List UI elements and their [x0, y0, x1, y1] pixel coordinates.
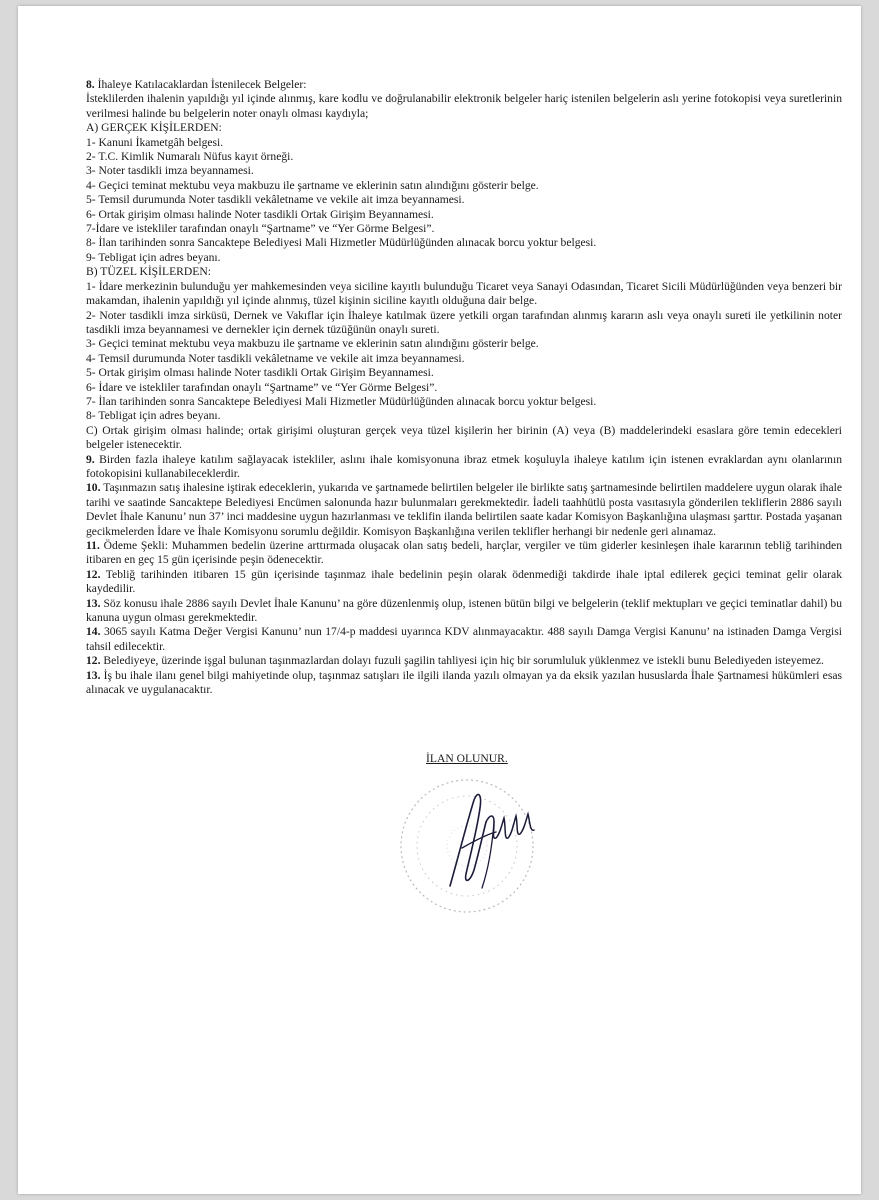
- document-paragraph: [86, 409, 842, 423]
- document-paragraph: [86, 136, 842, 150]
- document-paragraph: [86, 597, 842, 626]
- document-paragraph: [86, 337, 842, 351]
- paragraph-text: 4- Geçici teminat mektubu veya makbuzu ile şartname ve eklerinin satın alındığını gösterir belge.: [86, 178, 539, 192]
- paragraph-text: 4- Temsil durumunda Noter tasdikli vekâletname ve vekile ait imza beyannamesi.: [86, 351, 465, 365]
- paragraph-text: 5- Temsil durumunda Noter tasdikli vekâletname ve vekile ait imza beyannamesi.: [86, 193, 465, 207]
- paragraph-text: 8- Tebligat için adres beyanı.: [86, 409, 221, 423]
- paragraph-text: İş bu ihale ilanı genel bilgi mahiyetinde olup, taşınmaz satışları ile ilgili ilanda yazılı olmayan ya da eksik yazılan hususlarda İhale Şartnamesi hükümleri esas alınacak ve uygulanacaktır.: [86, 668, 842, 697]
- document-paragraph: [86, 251, 842, 265]
- document-paragraph: [86, 309, 842, 338]
- paragraph-text: 7-İdare ve istekliler tarafından onaylı “Şartname” ve “Yer Görme Belgesi”.: [86, 222, 435, 236]
- document-paragraph: [86, 424, 842, 453]
- document-paragraph: [86, 395, 842, 409]
- document-paragraph: [86, 121, 842, 135]
- item-number: 9.: [86, 452, 95, 466]
- document-paragraph: [86, 208, 842, 222]
- document-paragraph: [86, 193, 842, 207]
- item-number: 12.: [86, 654, 101, 668]
- document-paragraph: [86, 150, 842, 164]
- document-paragraph: [86, 236, 842, 250]
- item-number: 13.: [86, 668, 101, 682]
- paragraph-text: 3- Noter tasdikli imza beyannamesi.: [86, 164, 254, 178]
- document-paragraph: [86, 481, 842, 539]
- document-paragraph: [86, 222, 842, 236]
- paragraph-text: 3065 sayılı Katma Değer Vergisi Kanunu’ nun 17/4-p maddesi uyarınca KDV alınmayacaktır. 488 sayılı Damga Vergisi Kanunu’ na istinaden Damga Vergisi tahsil edilecektir.: [86, 625, 842, 653]
- paragraph-text: A) GERÇEK KİŞİLERDEN:: [86, 121, 222, 135]
- document-paragraph: [86, 381, 842, 395]
- item-number: 12.: [86, 567, 101, 581]
- paragraph-text: Taşınmazın satış ihalesine iştirak edeceklerin, yukarıda ve şartnamede belirtilen belgeler ile birlikte satış şartnamesinde belirtilen maddelere uygun olarak ihale tarihi ve saatinde Sancaktepe Belediyesi Encümen salonunda hazır bulunmaları gerekmektedir. İadeli taahhütlü posta vasıtasıyla gönderilen tekliflerin 2886 sayılı Devlet İhale Kanunu’ nun 37’ inci maddesine uygun hazırlanması ve teklifin ilanda belirtilen saate kadar Komisyon Başkanlığına ulaşması şarttır. Postada yaşanan gecikmelerden İdare ve İhale Komisyonu sorumlu değildir. Komisyon Başkanlığına verilen teklifler herhangi bir nedenle geri alınamaz.: [86, 481, 842, 538]
- item-number: 11.: [86, 539, 100, 552]
- paragraph-text: 3- Geçici teminat mektubu veya makbuzu ile şartname ve eklerinin satın alındığını gösterir belge.: [86, 337, 539, 351]
- paragraph-text: İhaleye Katılacaklardan İstenilecek Belgeler:: [94, 78, 307, 91]
- paragraph-text: 1- İdare merkezinin bulunduğu yer mahkemesinden veya siciline kayıtlı bulunduğu Ticaret veya Sanayi Odasından, Ticaret Sicili Müdürlüğünden veya benzeri bir makamdan, ihalenin yapıldığı yıl içinde alınmış, tüzel kişinin siciline kayıtlı olduğuna dair belge.: [86, 279, 842, 308]
- paragraph-text: 8- İlan tarihinden sonra Sancaktepe Belediyesi Mali Hizmetler Müdürlüğünden alınacak borcu yoktur belgesi.: [86, 236, 597, 250]
- item-number: 8.: [86, 78, 95, 91]
- document-paragraph: [86, 280, 842, 309]
- paragraph-text: C) Ortak girişim olması halinde; ortak girişimi oluşturan gerçek veya tüzel kişilerin her birinin (A) veya (B) maddelerindeki esaslara göre temin edecekleri belgeler istenecektir.: [86, 423, 842, 452]
- item-number: 13.: [86, 596, 101, 610]
- document-paragraph: [86, 539, 842, 568]
- document-paragraph: [86, 179, 842, 193]
- document-paragraph: [86, 92, 842, 121]
- document-paragraph: [86, 453, 842, 482]
- document-paragraph: [86, 568, 842, 597]
- handwritten-signature: [436, 778, 546, 898]
- document-paragraph: [86, 654, 842, 668]
- document-paragraph: [86, 352, 842, 366]
- paragraph-text: Ödeme Şekli: Muhammen bedelin üzerine arttırmada oluşacak olan satış bedeli, harçlar, vergiler ve tüm giderler kesinleşen ihale kararının tebliğ tarihinden itibaren en geç 15 gün içerisinde peşin ödenecektir.: [86, 539, 842, 567]
- document-paragraph: [86, 366, 842, 380]
- document-paragraph: [86, 78, 842, 92]
- paragraph-text: B) TÜZEL KİŞİLERDEN:: [86, 265, 211, 279]
- document-body: [86, 78, 842, 697]
- paragraph-text: 9- Tebligat için adres beyanı.: [86, 250, 221, 264]
- paragraph-text: 6- İdare ve istekliler tarafından onaylı “Şartname” ve “Yer Görme Belgesi”.: [86, 380, 438, 394]
- document-page: [18, 6, 861, 1194]
- paragraph-text: Söz konusu ihale 2886 sayılı Devlet İhale Kanunu’ na göre düzenlenmiş olup, istenen bütün bilgi ve belgelerin (teklif mektupları ve geçici teminatlar dahil) bu kanuna uygun olması gerekmektedir.: [86, 596, 842, 625]
- item-number: 10.: [86, 481, 101, 495]
- paragraph-text: 7- İlan tarihinden sonra Sancaktepe Belediyesi Mali Hizmetler Müdürlüğünden alınacak borcu yoktur belgesi.: [86, 394, 597, 408]
- paragraph-text: 2- Noter tasdikli imza sirküsü, Dernek ve Vakıflar için İhaleye katılmak üzere yetkili organ tarafından alınmış kararın aslı veya onaylı sureti ile yetkilinin noter tasdikli imza beyannamesi ve dernekler için dernek tüzüğünün onaylı sureti.: [86, 308, 842, 336]
- paragraph-text: 1- Kanuni İkametgâh belgesi.: [86, 135, 224, 149]
- document-paragraph: [86, 625, 842, 654]
- paragraph-text: Tebliğ tarihinden itibaren 15 gün içerisinde taşınmaz ihale bedelinin peşin olarak ödenmediği takdirde ihale iptal edilerek geçici teminat gelir olarak kaydedilir.: [86, 567, 842, 596]
- paragraph-text: 5- Ortak girişim olması halinde Noter tasdikli Ortak Girişim Beyannamesi.: [86, 366, 434, 380]
- paragraph-text: 2- T.C. Kimlik Numaralı Nüfus kayıt örneği.: [86, 150, 294, 164]
- paragraph-text: 6- Ortak girişim olması halinde Noter tasdikli Ortak Girişim Beyannamesi.: [86, 207, 434, 221]
- closing-statement: İLAN OLUNUR.: [426, 752, 508, 765]
- document-paragraph: [86, 669, 842, 698]
- item-number: 14.: [86, 625, 101, 639]
- paragraph-text: Belediyeye, üzerinde işgal bulunan taşınmazlardan dolayı fuzuli şagilin tahliyesi için hiç bir sorumluluk yüklenmez ve istekli bunu Belediyeden isteyemez.: [100, 654, 824, 668]
- paragraph-text: Birden fazla ihaleye katılım sağlayacak istekliler, aslını ihale komisyonuna ibraz etmek koşuluyla ihaleye katılım için istenen evraklardan aynı olanlarının fotokopisini kullanabileceklerdir.: [86, 452, 842, 480]
- paragraph-text: İsteklilerden ihalenin yapıldığı yıl içinde alınmış, kare kodlu ve doğrulanabilir elektronik belgeler hariç istenilen belgelerin aslı yerine fotokopisi veya suretlerinin verilmesi halinde bu belgelerin noter onaylı olması kaydıyla;: [86, 92, 842, 120]
- document-paragraph: [86, 265, 842, 279]
- document-paragraph: [86, 164, 842, 178]
